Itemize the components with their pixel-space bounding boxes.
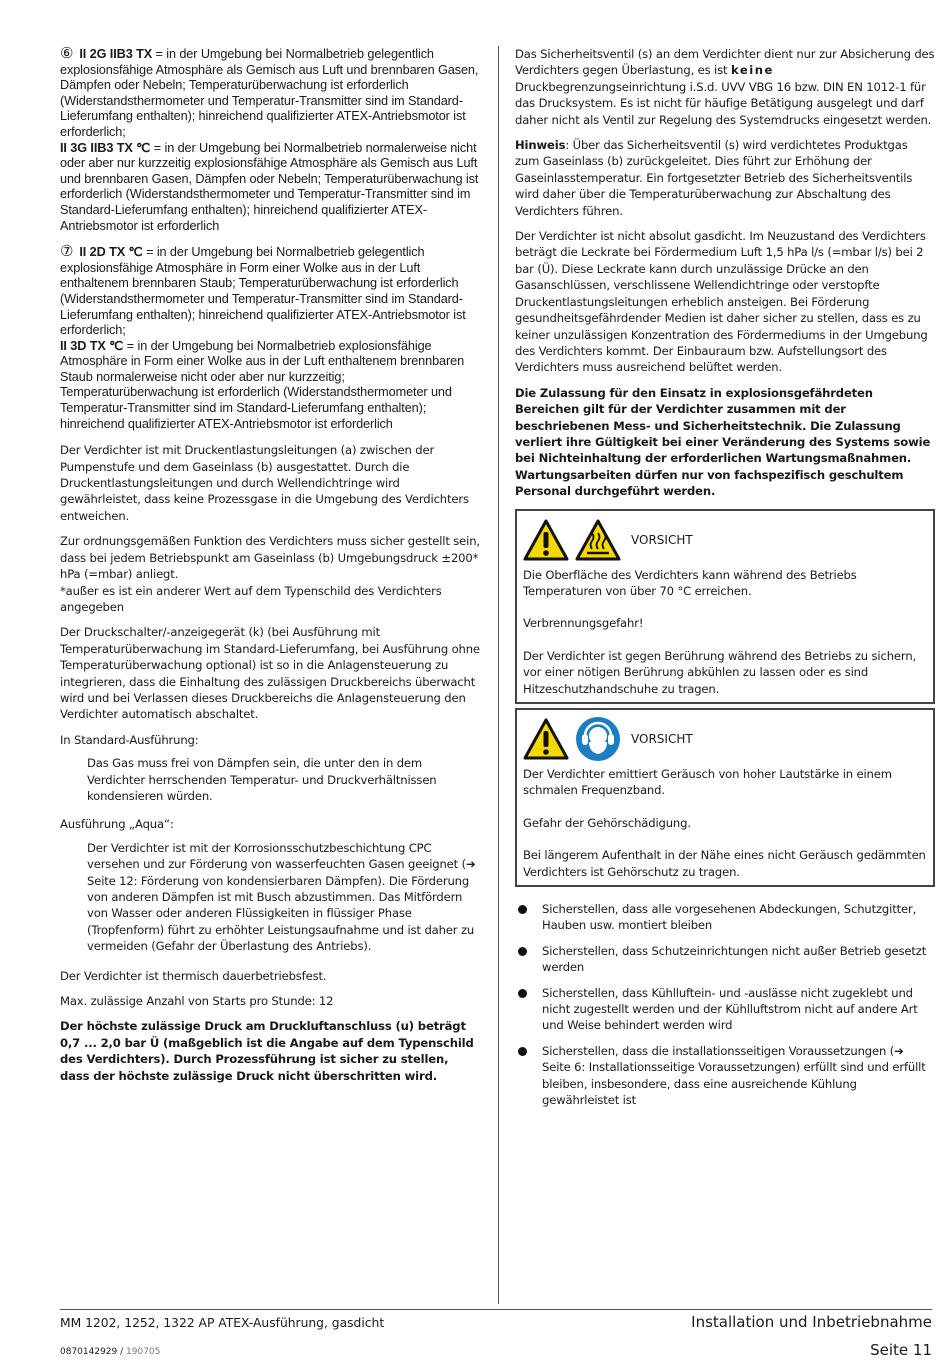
atex-code: II 3D TX ℃: [60, 338, 124, 353]
paragraph-leak-rate: Der Verdichter ist nicht absolut gasdicht. Im Neuzustand des Verdichters beträgt die Leckrate bei Fördermedium Luft 1,5 hPa l/s (=mbar l/s) bei 2 bar (Ü). Diese Leckrate kann durch unzulässige Drücke an den Gasanschlüssen, verschlissene Wellendichtringe oder verstopfte Druckentlastungsleitungen erheblich ansteigen. Bei Förderung gesundheitsgefährdender Medien ist daher sicher zu stellen, dass es zu keiner unzulässigen Konzentration des Fördermediums in der Umgebung des Verdichters kommt. Der Einbauraum bzw. Aufstellungsort des Verdichters muss ausreichend belüftet werden.: [515, 229, 928, 375]
standard-version-label: In Standard-Ausführung:: [60, 732, 199, 747]
left-column: [60, 46, 480, 1093]
hinweis-label: Hinweis: [515, 138, 566, 153]
footer-document-number: [60, 1347, 160, 1357]
bullet-icon: [518, 947, 527, 956]
atex-description: = in der Umgebung bei Normalbetrieb gelegentlich explosionsfähige Atmosphäre in Form einer Wolke aus in der Luft enthaltenem brennbaren Staub; Temperaturüberwachung ist erforderlich (Widerstandsthermometer und Temperatur-Transmitter sind im Standard-Lieferumfang enthalten); hinreichend qualifizierter ATEX-Antriebsmotor ist erforderlich;: [60, 245, 466, 338]
safety-valve-text: Das Sicherheitsventil (s) an dem Verdichter dient nur zur Absicherung des Verdichters gegen Überlastung, es ist: [515, 47, 935, 78]
atex-category-6: [60, 46, 480, 234]
list-item-text: Sicherstellen, dass alle vorgesehenen Abdeckungen, Schutzgitter, Hauben usw. montiert bleiben: [542, 902, 917, 933]
paragraph-starts-per-hour: Max. zulässige Anzahl von Starts pro Stunde: 12: [60, 994, 334, 1009]
footer-divider: [60, 1309, 932, 1310]
list-item-text: Sicherstellen, dass die installationsseitigen Voraussetzungen (➔ Seite 6: Installationsseitige Voraussetzungen) erfüllt sind und erfüllt bleiben, insbesondere, dass eine ausreichende Kühlung gewährleistet ist: [542, 1043, 926, 1108]
right-column: [515, 46, 935, 1118]
inlet-pressure-text: Zur ordnungsgemäßen Funktion des Verdichters muss sicher gestellt sein, dass bei jedem Betriebspunkt am Gaseinlass (b) Umgebungsdruck ±200* hPa (=mbar) anliegt.: [60, 534, 480, 582]
paragraph-safety-valve: [515, 46, 935, 128]
caution-text: Verbrennungsgefahr!: [523, 616, 644, 631]
caution-header: [523, 716, 927, 762]
keyword-keine: keine: [730, 63, 774, 78]
hot-surface-icon: [575, 519, 621, 561]
caution-box-noise: [515, 708, 935, 887]
page-number: Seite 11: [870, 1341, 932, 1359]
document-date: 190705: [126, 1347, 161, 1357]
footer-model: MM 1202, 1252, 1322 AP ATEX-Ausführung, gasdicht: [60, 1316, 385, 1330]
ear-protection-icon: [575, 716, 621, 762]
atex-code: II 2G IIB3 TX: [79, 47, 153, 61]
inlet-pressure-footnote: *außer es ist ein anderer Wert auf dem Typenschild des Verdichters angegeben: [60, 583, 442, 614]
caution-text: Gefahr der Gehörschädigung.: [523, 815, 691, 830]
warning-triangle-icon: [523, 718, 569, 760]
bullet-icon: [518, 989, 527, 998]
list-item-text: Sicherstellen, dass Schutzeinrichtungen nicht außer Betrieb gesetzt werden: [542, 943, 927, 975]
caution-text: Der Verdichter ist gegen Berührung während des Betriebs zu sichern, vor einer nötigen Berührung abkühlen zu lassen oder es sind Hitzeschutzhandschuhe zu tragen.: [523, 648, 917, 696]
paragraph-pressure-switch: Der Druckschalter/-anzeigegerät (k) (bei Ausführung mit Temperaturüberwachung im Standard-Lieferumfang, bei Ausführung ohne Temperaturüberwachung optional) ist so in die Anlagensteuerung zu integrieren, dass die Einhaltung des zulässigen Druckbereichs überwacht wird und bei Verlassen dieses Druckbereichs die Anlagensteuerung den Verdichter automatisch abschaltet.: [60, 625, 480, 722]
caution-box-hot-surface: [515, 509, 935, 704]
safety-valve-text-cont: Druckbegrenzungseinrichtung i.S.d. UVV VBG 16 bzw. DIN EN 1012-1 für das Drucksystem. Es ist nicht für häufige Betätigung ausgelegt und darf daher nicht als Ventil zur Regelung des Systemdrucks eingesetzt werden.: [515, 79, 932, 127]
circled-number-6: ⑥: [60, 45, 74, 62]
bullet-icon: [518, 905, 527, 914]
footer-chapter: Installation und Inbetriebnahme: [691, 1313, 932, 1331]
paragraph-thermal: Der Verdichter ist thermisch dauerbetriebsfest.: [60, 968, 327, 983]
list-item: [515, 1043, 935, 1109]
list-item: [515, 943, 935, 976]
aqua-version-label: Ausführung „Aqua“:: [60, 817, 174, 832]
caution-text: Die Oberfläche des Verdichters kann während des Betriebs Temperaturen von über 70 °C erreichen.: [523, 567, 857, 598]
atex-description: = in der Umgebung bei Normalbetrieb normalerweise nicht oder aber nur kurzzeitig explosionsfähige Atmosphäre als Gemisch aus Luft und brennbaren Gasen, Dämpfen oder Nebeln; Temperaturüberwachung ist erforderlich (Widerstandsthermometer und Temperatur-Transmitter sind im Standard-Lieferumfang enthalten); hinreichend qualifizierter ATEX-Antriebsmotor ist erforderlich: [60, 140, 479, 233]
standard-version-text: Das Gas muss frei von Dämpfen sein, die unter den in dem Verdichter herrschenden Temperatur- und Druckverhältnissen kondensieren würden.: [87, 756, 437, 803]
caution-header: [523, 517, 927, 563]
atex-description: = in der Umgebung bei Normalbetrieb explosionsfähige Atmosphäre in Form einer Wolke aus in der Luft enthaltenem brennbaren Staub normalerweise nicht oder aber nur kurzzeitig; Temperaturüberwachung ist erforderlich (Widerstandsthermometer und Temperatur-Transmitter sind im Standard-Lieferumfang enthalten); hinreichend qualifizierter ATEX-Antriebsmotor ist erforderlich: [60, 338, 465, 431]
atex-category-7: [60, 244, 480, 432]
paragraph-pressure-relief: Der Verdichter ist mit Druckentlastungsleitungen (a) zwischen der Pumpenstufe und dem Gaseinlass (b) ausgestattet. Durch die Druckentlastungsleitungen und durch Wellendichtringe wird gewährleistet, dass keine Prozessgase in die Umgebung des Verdichters entweichen.: [60, 443, 469, 523]
document-number: 0870142929 /: [60, 1347, 127, 1357]
list-item: [515, 901, 935, 934]
paragraph-hinweis: [515, 137, 935, 219]
aqua-version-text: Der Verdichter ist mit der Korrosionsschutzbeschichtung CPC versehen und zur Förderung von wasserfeuchten Gasen geeignet (➔ Seite 12: Förderung von kondensierbaren Dämpfen). Die Förderung von anderen Dämpfen ist mit Busch abzustimmen. Das Mitfördern von Wasser oder anderen Flüssigkeiten in flüssiger Phase (Tropfenform) führt zu erhöhter Leistungsaufnahme und ist daher zu vermeiden (Gefahr der Überlastung des Antriebs).: [87, 840, 476, 954]
caution-title: VORSICHT: [631, 732, 693, 746]
hinweis-text: : Über das Sicherheitsventil (s) wird verdichtetes Produktgas zum Gaseinlass (b) zurückgeleitet. Dies führt zur Erhöhung der Gaseinlasstemperatur. Ein fortgesetzter Betrieb des Sicherheitsventils wird daher über die Temperaturüberwachung zur Abschaltung des Verdichters führen.: [515, 138, 913, 218]
bullet-icon: [518, 1047, 527, 1056]
atex-code: II 2D TX ℃: [79, 245, 143, 260]
list-item-text: Sicherstellen, dass Kühlluftein- und -auslässe nicht zugeklebt und nicht zugestellt werden und der Kühlluftstrom nicht auf andere Art und Weise behindert werden wird: [542, 985, 918, 1033]
warning-triangle-icon: [523, 519, 569, 561]
caution-title: VORSICHT: [631, 532, 693, 547]
caution-text: Der Verdichter emittiert Geräusch von hoher Lautstärke in einem schmalen Frequenzband.: [523, 767, 892, 798]
atex-description: = in der Umgebung bei Normalbetrieb gelegentlich explosionsfähige Atmosphäre als Gemisch aus Luft und brennbaren Gasen, Dämpfen oder Nebeln; Temperaturüberwachung ist erforderlich (Widerstandsthermometer und Temperatur-Transmitter sind im Standard-Lieferumfang enthalten); hinreichend qualifizierter ATEX-Antriebsmotor ist erforderlich;: [60, 47, 479, 139]
column-divider: [498, 46, 499, 1304]
paragraph-max-pressure: Der höchste zulässige Druck am Druckluftanschluss (u) beträgt 0,7 ... 2,0 bar Ü (maßgeblich ist die Angabe auf dem Typenschild des Verdichters). Durch Prozessführung ist sicher zu stellen, dass der höchste zulässige Druck nicht überschritten wird.: [60, 1019, 474, 1083]
paragraph-inlet-pressure: [60, 533, 480, 615]
caution-text: Bei längerem Aufenthalt in der Nähe eines nicht Geräusch gedämmten Verdichters ist Gehörschutz zu tragen.: [523, 848, 926, 879]
atex-code: II 3G IIB3 TX ℃: [60, 140, 151, 155]
circled-number-7: ⑦: [60, 243, 74, 261]
paragraph-approval: Die Zulassung für den Einsatz in explosionsgefährdeten Bereichen gilt für der Verdichter zusammen mit der beschriebenen Mess- und Sicherheitstechnik. Die Zulassung verliert ihre Gültigkeit bei einer Veränderung des Systems sowie bei Nichteinhaltung der erforderlichen Wartungsmaßnahmen. Wartungsarbeiten dürfen nur von fachspezifisch geschultem Personal durchgeführt werden.: [515, 385, 931, 499]
list-item: [515, 985, 935, 1034]
